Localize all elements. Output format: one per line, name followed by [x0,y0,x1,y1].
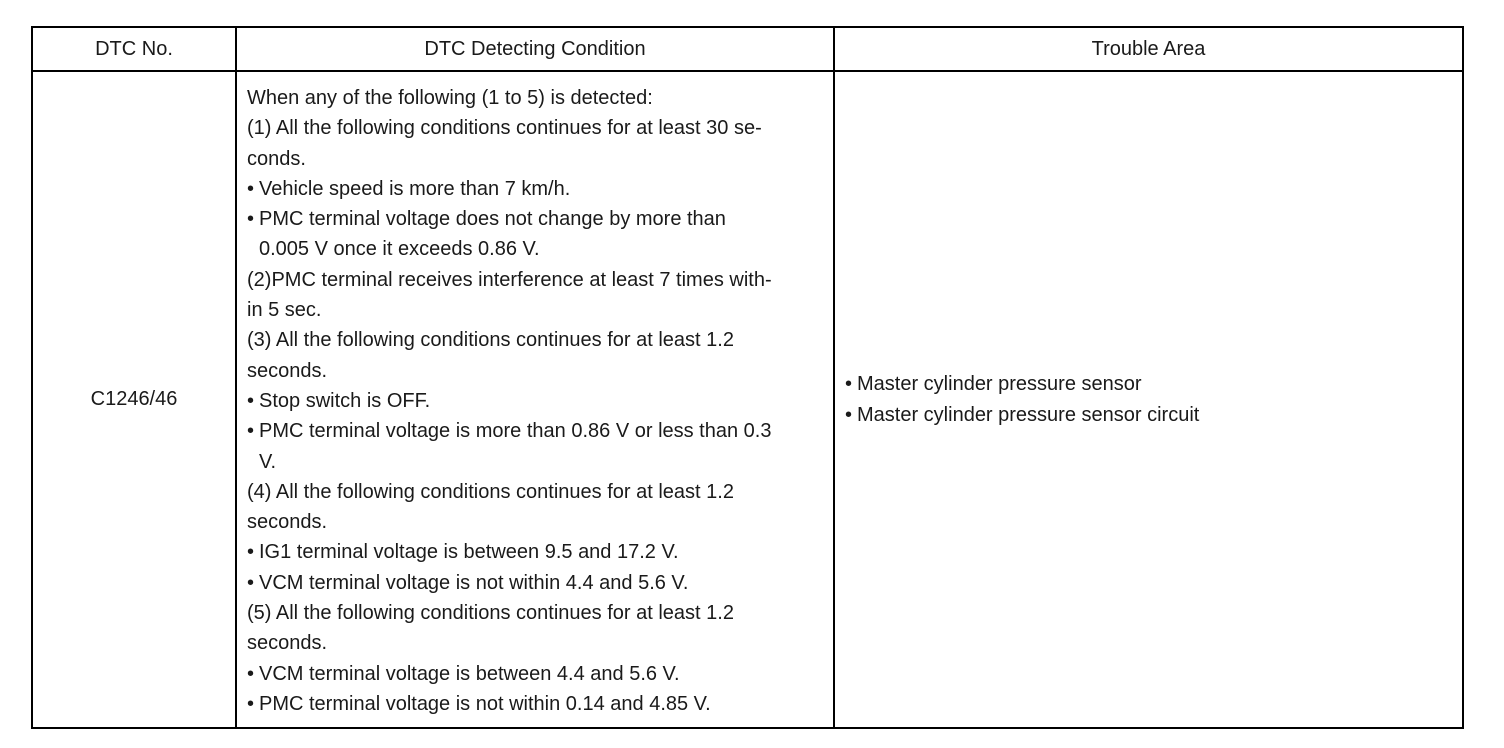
header-detecting-condition: DTC Detecting Condition [236,27,834,71]
detecting-condition-cell [236,71,834,728]
condition-text: (4) All the following conditions continues for at least 1.2 [247,480,734,503]
condition-text: (3) All the following conditions continues for at least 1.2 [247,329,734,352]
bullet-icon: • [247,692,255,715]
condition-text: conds. [247,147,306,170]
condition-bullet-line [247,386,821,416]
table-row [32,71,1463,728]
condition-text: When any of the following (1 to 5) is detected: [247,87,653,109]
bullet-icon: • [247,420,255,443]
condition-text: Vehicle speed is more than 7 km/h. [259,177,571,200]
condition-text: (1) All the following conditions continues for at least 30 se- [247,117,762,140]
trouble-area-text: Master cylinder pressure sensor [857,373,1142,396]
condition-line [247,628,821,658]
condition-text: 0.005 V once it exceeds 0.86 V. [259,238,540,261]
condition-bullet-line [247,204,821,234]
dtc-number-cell: C1246/46 [32,71,236,728]
bullet-icon: • [247,662,255,685]
bullet-icon: • [247,208,255,231]
condition-text: Stop switch is OFF. [259,389,431,412]
condition-text: VCM terminal voltage is not within 4.4 and 5.6 V. [259,571,689,594]
condition-text: PMC terminal voltage is more than 0.86 V or less than 0.3 [259,420,772,443]
condition-line [247,144,821,174]
trouble-area-cell [834,71,1463,728]
condition-line [247,234,821,264]
condition-line [247,447,821,477]
header-trouble-area: Trouble Area [834,27,1463,71]
condition-line [247,325,821,355]
bullet-icon: • [845,403,853,426]
trouble-area-item [845,400,1452,430]
bullet-icon: • [247,177,255,200]
condition-line [247,83,821,113]
condition-bullet-line [247,174,821,204]
condition-text: in 5 sec. [247,299,322,322]
condition-text: seconds. [247,632,328,655]
condition-bullet-line [247,659,821,689]
condition-line [247,598,821,628]
bullet-icon: • [247,571,255,594]
condition-bullet-line [247,689,821,719]
condition-bullet-line [247,568,821,598]
condition-line [247,265,821,295]
condition-line [247,477,821,507]
header-dtc-no: DTC No. [32,27,236,71]
condition-line [247,295,821,325]
condition-text: VCM terminal voltage is between 4.4 and 5.6 V. [259,662,680,685]
condition-text: (5) All the following conditions continues for at least 1.2 [247,602,734,625]
trouble-area-item [845,369,1452,399]
condition-text: seconds. [247,359,328,382]
condition-line [247,113,821,143]
condition-text: PMC terminal voltage is not within 0.14 and 4.85 V. [259,692,711,715]
condition-line [247,356,821,386]
condition-text: IG1 terminal voltage is between 9.5 and 17.2 V. [259,541,679,564]
condition-bullet-line [247,537,821,567]
condition-bullet-line [247,416,821,446]
bullet-icon: • [845,373,853,396]
condition-text: (2)PMC terminal receives interference at least 7 times with- [247,268,772,291]
condition-text: V. [259,450,277,473]
dtc-table [31,26,1464,729]
trouble-area-text: Master cylinder pressure sensor circuit [857,403,1200,426]
condition-line [247,507,821,537]
header-row [32,27,1463,71]
bullet-icon: • [247,389,255,412]
condition-text: PMC terminal voltage does not change by more than [259,208,726,231]
condition-text: seconds. [247,511,328,534]
bullet-icon: • [247,541,255,564]
